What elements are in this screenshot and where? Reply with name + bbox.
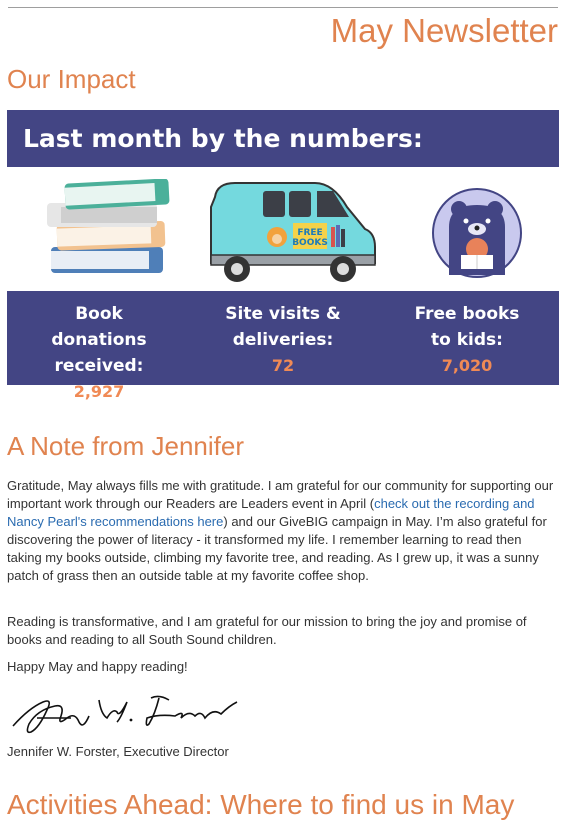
note-text: ) and our GiveBIG campaign in May. I’m also grateful for discovering the power of literacy - it transformed my life. I remember learning to read then taking my books outside, climbing my favorite tree, and reading. As I grew up, it was a sunny patch of grass then an outside table at my favorite coffee shop. (7, 514, 547, 583)
note-paragraph-3: Happy May and happy reading! (7, 659, 188, 674)
infographic-illustrations (7, 167, 559, 291)
infographic-stats (7, 291, 559, 401)
our-impact-heading: Our Impact (7, 64, 136, 94)
stat-site-visits (191, 301, 375, 379)
newsletter-title: May Newsletter (330, 12, 558, 49)
stat-value: 7,020 (441, 356, 493, 375)
svg-text:BOOKS: BOOKS (292, 238, 328, 248)
infographic-banner-title: Last month by the numbers: (7, 110, 559, 167)
svg-text:FREE: FREE (297, 228, 323, 238)
stat-value: 72 (271, 356, 295, 375)
note-heading: A Note from Jennifer (7, 431, 244, 461)
books-stack-icon (43, 179, 173, 279)
bear-reading-icon (431, 187, 523, 279)
stat-label: Site visits & deliveries: (225, 304, 341, 350)
stat-book-donations (7, 301, 191, 405)
sign-off: Jennifer W. Forster, Executive Director (7, 744, 229, 759)
stat-free-books (375, 301, 559, 379)
book-van-icon (205, 177, 380, 287)
note-text: Gratitude, May always fills me with gratitude. I am grateful for our community for supporting our important work through our Readers are Leaders event in April ( (7, 478, 554, 511)
recording-link[interactable]: check out the recording and Nancy Pearl's recommendations here (7, 496, 535, 529)
note-paragraph-1 (7, 477, 559, 585)
note-paragraph-2: Reading is transformative, and I am grateful for our mission to bring the joy and promise of books and reading to all South Sound children. (7, 614, 527, 647)
signature-image (9, 688, 244, 738)
stat-label: Free books to kids: (414, 304, 520, 350)
impact-infographic (7, 110, 559, 401)
activities-heading: Activities Ahead: Where to find us in May (7, 789, 515, 820)
top-divider (8, 7, 558, 8)
stat-value: 2,927 (73, 382, 125, 401)
stat-label: Book donations received: (51, 304, 147, 376)
